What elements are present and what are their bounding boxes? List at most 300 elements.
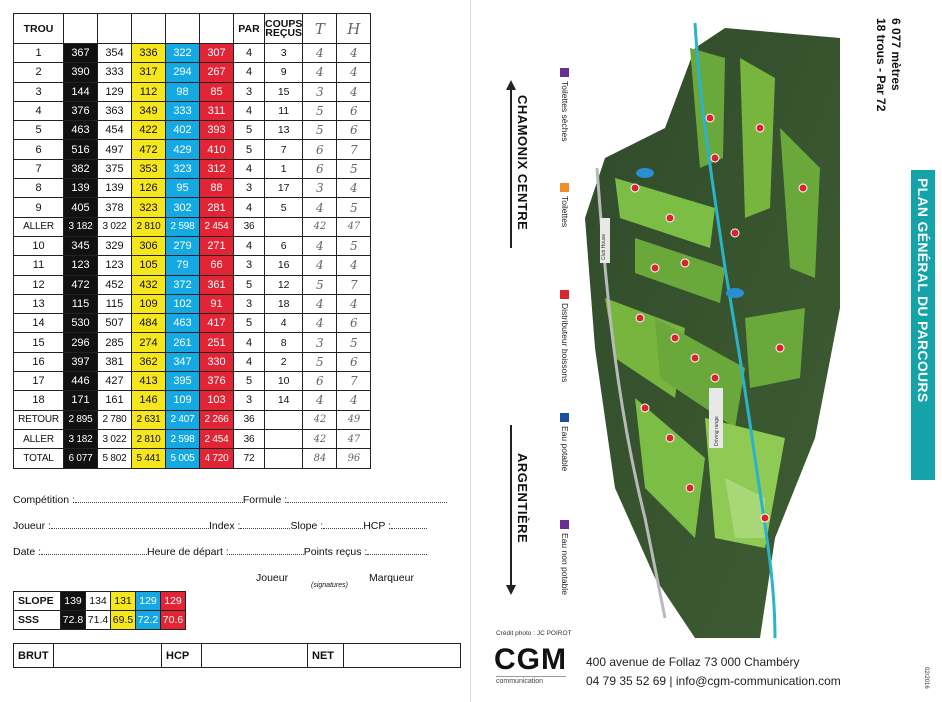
cell-black: 171	[64, 391, 98, 410]
cell-p2[interactable]: 5	[337, 198, 371, 217]
hole-row	[14, 352, 371, 371]
cell-trou: 13	[14, 294, 64, 313]
competition-label: Compétition :	[13, 494, 75, 506]
cell-white: 123	[98, 256, 132, 275]
cell-trou: 14	[14, 314, 64, 333]
cell-par: 4	[234, 236, 265, 255]
cell-coups: 7	[265, 140, 303, 159]
cell-yellow: 413	[132, 372, 166, 391]
legend-icon	[560, 520, 569, 529]
legend-icon	[560, 413, 569, 422]
cell-black: 139	[64, 179, 98, 198]
cell-p2[interactable]: 6	[337, 121, 371, 140]
cell-par: 3	[234, 179, 265, 198]
cell-trou: 6	[14, 140, 64, 159]
cell-black: 446	[64, 372, 98, 391]
cell-trou: ALLER	[14, 429, 64, 448]
hole-row	[14, 159, 371, 178]
brut-field[interactable]	[54, 644, 162, 668]
cell-yellow: 2 631	[132, 410, 166, 429]
legend-icon	[560, 183, 569, 192]
hole-row	[14, 140, 371, 159]
hole-flag-icon	[631, 184, 639, 192]
header-player-1: T	[303, 14, 337, 44]
cell-white: 139	[98, 179, 132, 198]
cell-yellow: 126	[132, 179, 166, 198]
cell-blue: 402	[166, 121, 200, 140]
header-coups-line2: REÇUS	[265, 26, 303, 39]
cell-trou: 1	[14, 44, 64, 63]
photo-credit: Crédit photo : JC POIROT	[496, 630, 572, 637]
company-logo: CGM	[494, 643, 567, 676]
cell-p2[interactable]: 7	[337, 140, 371, 159]
cell-p2[interactable]: 49	[337, 410, 371, 429]
slope-yellow: 131	[111, 592, 136, 611]
cell-trou: 18	[14, 391, 64, 410]
joueur-label: Joueur :	[13, 520, 51, 532]
cell-trou: 12	[14, 275, 64, 294]
cell-red: 2 454	[200, 217, 234, 236]
cell-p1[interactable]: 4	[303, 294, 337, 313]
cell-yellow: 105	[132, 256, 166, 275]
cell-white: 363	[98, 101, 132, 120]
cell-black: 144	[64, 82, 98, 101]
cell-p1[interactable]: 6	[303, 140, 337, 159]
cell-red: 85	[200, 82, 234, 101]
cell-red: 417	[200, 314, 234, 333]
cell-blue: 102	[166, 294, 200, 313]
index-field[interactable]	[240, 520, 290, 529]
cell-trou: 10	[14, 236, 64, 255]
cell-black: 3 182	[64, 429, 98, 448]
cell-p1[interactable]: 6	[303, 159, 337, 178]
cell-coups: 11	[265, 101, 303, 120]
hcp-field[interactable]	[391, 520, 427, 529]
cell-p2[interactable]: 4	[337, 179, 371, 198]
cell-p1[interactable]: 4	[303, 256, 337, 275]
cell-par: 4	[234, 44, 265, 63]
cell-par: 3	[234, 256, 265, 275]
cell-coups: 18	[265, 294, 303, 313]
cell-white: 161	[98, 391, 132, 410]
hole-flag-icon	[691, 354, 699, 362]
cell-red: 312	[200, 159, 234, 178]
cell-yellow: 112	[132, 82, 166, 101]
cell-blue: 333	[166, 101, 200, 120]
date-field[interactable]	[41, 546, 147, 555]
cell-par: 36	[234, 410, 265, 429]
cell-p2[interactable]: 7	[337, 275, 371, 294]
competition-field[interactable]	[75, 494, 243, 503]
cell-black: 390	[64, 63, 98, 82]
cell-blue: 322	[166, 44, 200, 63]
header-player-2: H	[337, 14, 371, 44]
cell-coups: 3	[265, 44, 303, 63]
cell-p1[interactable]: 4	[303, 63, 337, 82]
driving-range-label: Driving range	[714, 416, 720, 446]
hole-flag-icon	[641, 404, 649, 412]
hole-row	[14, 198, 371, 217]
cell-trou: RETOUR	[14, 410, 64, 429]
cell-white: 452	[98, 275, 132, 294]
slope-black: 139	[61, 592, 86, 611]
cell-coups	[265, 410, 303, 429]
hole-flag-icon	[731, 229, 739, 237]
legend-item	[560, 413, 570, 471]
legend-item	[560, 183, 570, 227]
cell-blue: 2 407	[166, 410, 200, 429]
legend-label: Toilettes sèches	[560, 81, 570, 142]
cell-p1[interactable]: 3	[303, 82, 337, 101]
cell-black: 296	[64, 333, 98, 352]
totals-table	[13, 643, 461, 668]
scorecard-header-row	[14, 14, 371, 44]
cell-trou: 4	[14, 101, 64, 120]
cell-coups: 13	[265, 121, 303, 140]
cell-p2[interactable]: 6	[337, 101, 371, 120]
cell-red: 393	[200, 121, 234, 140]
header-blue-tee	[166, 14, 200, 44]
cell-white: 285	[98, 333, 132, 352]
course-length: 6 077 mètres	[889, 18, 903, 91]
sss-yellow: 69.5	[111, 611, 136, 630]
cell-white: 329	[98, 236, 132, 255]
scorecard-page	[0, 0, 470, 702]
cell-coups: 15	[265, 82, 303, 101]
formule-field[interactable]	[287, 494, 447, 503]
cell-coups: 4	[265, 314, 303, 333]
cell-coups: 2	[265, 352, 303, 371]
header-white-tee	[98, 14, 132, 44]
cell-white: 333	[98, 63, 132, 82]
legend-label: Toilettes	[560, 196, 570, 228]
cell-yellow: 432	[132, 275, 166, 294]
cell-black: 382	[64, 159, 98, 178]
cell-par: 4	[234, 159, 265, 178]
cell-coups: 12	[265, 275, 303, 294]
cell-p1[interactable]: 3	[303, 333, 337, 352]
cell-coups: 17	[265, 179, 303, 198]
cell-yellow: 353	[132, 159, 166, 178]
side-code: 02/2016	[923, 667, 929, 689]
legend-icon	[560, 290, 569, 299]
hole-row	[14, 179, 371, 198]
cell-yellow: 2 810	[132, 429, 166, 448]
cell-blue: 395	[166, 372, 200, 391]
cell-blue: 109	[166, 391, 200, 410]
cell-p1[interactable]: 84	[303, 449, 337, 468]
form-line-date	[13, 546, 427, 558]
cell-blue: 279	[166, 236, 200, 255]
cell-blue: 294	[166, 63, 200, 82]
cell-red: 311	[200, 101, 234, 120]
cell-red: 410	[200, 140, 234, 159]
cell-black: 472	[64, 275, 98, 294]
cell-coups: 14	[265, 391, 303, 410]
cell-p2[interactable]: 5	[337, 333, 371, 352]
cell-black: 397	[64, 352, 98, 371]
cell-par: 4	[234, 352, 265, 371]
cell-black: 367	[64, 44, 98, 63]
hole-row	[14, 121, 371, 140]
header-trou: TROU	[14, 14, 64, 44]
legend-item	[560, 520, 570, 595]
cell-blue: 2 598	[166, 429, 200, 448]
cell-blue: 95	[166, 179, 200, 198]
net-field[interactable]	[344, 644, 461, 668]
cell-black: 3 182	[64, 217, 98, 236]
cell-p2[interactable]: 6	[337, 352, 371, 371]
cell-red: 91	[200, 294, 234, 313]
cell-coups	[265, 429, 303, 448]
cell-p2[interactable]: 96	[337, 449, 371, 468]
totals-row	[14, 644, 461, 668]
hole-flag-icon	[799, 184, 807, 192]
cell-p1[interactable]: 6	[303, 372, 337, 391]
cell-trou: 15	[14, 333, 64, 352]
cell-p1[interactable]: 4	[303, 314, 337, 333]
formule-label: Formule :	[242, 494, 288, 506]
cell-blue: 98	[166, 82, 200, 101]
legend-label: Eau non potable	[560, 533, 570, 595]
cell-blue: 463	[166, 314, 200, 333]
cell-p2[interactable]: 4	[337, 256, 371, 275]
cell-red: 2 454	[200, 429, 234, 448]
header-coups-recus	[265, 14, 303, 44]
sss-blue: 72.2	[136, 611, 161, 630]
slope-row	[14, 592, 186, 611]
hole-flag-icon	[636, 314, 644, 322]
cell-red: 376	[200, 372, 234, 391]
cell-par: 3	[234, 391, 265, 410]
cell-p1[interactable]: 5	[303, 275, 337, 294]
hole-row	[14, 44, 371, 63]
cell-par: 5	[234, 275, 265, 294]
company-address: 400 avenue de Follaz 73 000 Chambéry	[586, 655, 800, 669]
hole-flag-icon	[706, 114, 714, 122]
cell-blue: 261	[166, 333, 200, 352]
cell-red: 271	[200, 236, 234, 255]
header-black-tee	[64, 14, 98, 44]
hole-flag-icon	[756, 124, 764, 132]
cell-blue: 2 598	[166, 217, 200, 236]
cell-par: 5	[234, 140, 265, 159]
cell-p1[interactable]: 5	[303, 121, 337, 140]
signatures-caption: (signatures)	[311, 582, 348, 589]
course-holes-par: 18 trous - Par 72	[874, 18, 888, 112]
hole-row	[14, 63, 371, 82]
cell-coups: 1	[265, 159, 303, 178]
cell-black: 516	[64, 140, 98, 159]
cell-black: 2 895	[64, 410, 98, 429]
cell-black: 345	[64, 236, 98, 255]
hole-flag-icon	[681, 259, 689, 267]
cell-p1[interactable]: 5	[303, 101, 337, 120]
cell-blue: 347	[166, 352, 200, 371]
cell-blue: 302	[166, 198, 200, 217]
joueur-field[interactable]	[51, 520, 209, 529]
cell-white: 427	[98, 372, 132, 391]
cell-trou: 7	[14, 159, 64, 178]
hole-flag-icon	[666, 214, 674, 222]
header-coups-line1: COUPS	[265, 17, 303, 30]
hole-row	[14, 101, 371, 120]
cell-p1[interactable]: 42	[303, 217, 337, 236]
cell-p2[interactable]: 4	[337, 63, 371, 82]
hole-row	[14, 294, 371, 313]
cell-black: 463	[64, 121, 98, 140]
cell-p1[interactable]: 3	[303, 179, 337, 198]
cell-par: 3	[234, 294, 265, 313]
cell-p1[interactable]: 4	[303, 236, 337, 255]
cell-red: 2 266	[200, 410, 234, 429]
cell-p2[interactable]: 4	[337, 82, 371, 101]
cell-yellow: 422	[132, 121, 166, 140]
hole-flag-icon	[686, 484, 694, 492]
cell-trou: 9	[14, 198, 64, 217]
cell-black: 115	[64, 294, 98, 313]
cell-yellow: 472	[132, 140, 166, 159]
hole-row	[14, 333, 371, 352]
cell-trou: 5	[14, 121, 64, 140]
points-field[interactable]	[367, 546, 427, 555]
heure-label: Heure de départ :	[147, 546, 229, 558]
hole-flag-icon	[761, 514, 769, 522]
cell-p2[interactable]: 6	[337, 314, 371, 333]
cell-p2[interactable]: 5	[337, 159, 371, 178]
cell-red: 251	[200, 333, 234, 352]
cell-trou: 2	[14, 63, 64, 82]
cell-yellow: 109	[132, 294, 166, 313]
driving-range	[709, 388, 723, 448]
cell-par: 4	[234, 198, 265, 217]
cell-par: 36	[234, 217, 265, 236]
summary-row	[14, 449, 371, 468]
cell-p2[interactable]: 47	[337, 217, 371, 236]
slope-white: 134	[86, 592, 111, 611]
cell-p2[interactable]: 4	[337, 391, 371, 410]
cell-coups	[265, 449, 303, 468]
form-line-joueur	[13, 520, 427, 532]
cell-white: 129	[98, 82, 132, 101]
cell-white: 375	[98, 159, 132, 178]
cell-yellow: 2 810	[132, 217, 166, 236]
index-label: Index :	[208, 520, 241, 532]
hole-flag-icon	[711, 374, 719, 382]
cell-par: 4	[234, 63, 265, 82]
cell-p1[interactable]: 4	[303, 44, 337, 63]
cell-black: 6 077	[64, 449, 98, 468]
cell-p2[interactable]: 47	[337, 429, 371, 448]
legend-item	[560, 68, 570, 141]
cell-yellow: 5 441	[132, 449, 166, 468]
arrow-up-icon	[503, 80, 519, 250]
cell-yellow: 484	[132, 314, 166, 333]
cell-p1[interactable]: 5	[303, 352, 337, 371]
legend-item	[560, 290, 570, 382]
cell-coups	[265, 217, 303, 236]
cell-p1[interactable]: 4	[303, 198, 337, 217]
direction-chamonix: CHAMONIX CENTRE	[515, 95, 530, 231]
points-label: Points reçus :	[303, 546, 368, 558]
cell-black: 123	[64, 256, 98, 275]
cell-coups: 16	[265, 256, 303, 275]
sss-row	[14, 611, 186, 630]
slope-blue: 129	[136, 592, 161, 611]
cell-red: 103	[200, 391, 234, 410]
cell-red: 4 720	[200, 449, 234, 468]
cell-p1[interactable]: 42	[303, 429, 337, 448]
hole-flag-icon	[651, 264, 659, 272]
cell-p1[interactable]: 42	[303, 410, 337, 429]
cell-white: 378	[98, 198, 132, 217]
cell-blue: 5 005	[166, 449, 200, 468]
sig-marqueur: Marqueur	[369, 572, 414, 584]
cell-black: 530	[64, 314, 98, 333]
cell-red: 330	[200, 352, 234, 371]
course-map	[575, 18, 845, 638]
cell-yellow: 317	[132, 63, 166, 82]
cell-white: 497	[98, 140, 132, 159]
cell-yellow: 336	[132, 44, 166, 63]
summary-row	[14, 217, 371, 236]
hole-row	[14, 314, 371, 333]
cell-p2[interactable]: 4	[337, 44, 371, 63]
club-house-label: Club House	[601, 233, 607, 260]
cell-blue: 429	[166, 140, 200, 159]
cell-white: 354	[98, 44, 132, 63]
cell-p1[interactable]: 4	[303, 391, 337, 410]
cell-coups: 8	[265, 333, 303, 352]
cell-p2[interactable]: 4	[337, 294, 371, 313]
form-line-competition	[13, 494, 447, 506]
sig-joueur: Joueur	[256, 572, 289, 584]
cell-white: 454	[98, 121, 132, 140]
cell-red: 281	[200, 198, 234, 217]
cell-red: 361	[200, 275, 234, 294]
cell-white: 3 022	[98, 217, 132, 236]
cell-red: 307	[200, 44, 234, 63]
company-contact: 04 79 35 52 69 | info@cgm-communication.com	[586, 674, 841, 688]
slope-field[interactable]	[323, 520, 363, 529]
legend-label: Eau potable	[560, 426, 570, 472]
cell-red: 88	[200, 179, 234, 198]
hole-row	[14, 82, 371, 101]
hole-flag-icon	[776, 344, 784, 352]
summary-row	[14, 410, 371, 429]
cell-coups: 6	[265, 236, 303, 255]
cell-blue: 79	[166, 256, 200, 275]
cell-p2[interactable]: 7	[337, 372, 371, 391]
sss-row-label: SSS	[14, 611, 61, 630]
cell-par: 4	[234, 101, 265, 120]
legend-icon	[560, 68, 569, 77]
hole-row	[14, 256, 371, 275]
cell-red: 267	[200, 63, 234, 82]
heure-field[interactable]	[229, 546, 304, 555]
cell-trou: TOTAL	[14, 449, 64, 468]
cell-coups: 10	[265, 372, 303, 391]
hole-row	[14, 391, 371, 410]
hcp-total-field[interactable]	[202, 644, 308, 668]
hole-row	[14, 372, 371, 391]
club-house	[600, 218, 610, 263]
cell-coups: 5	[265, 198, 303, 217]
cell-p2[interactable]: 5	[337, 236, 371, 255]
cell-black: 405	[64, 198, 98, 217]
hole-flag-icon	[666, 434, 674, 442]
hcp-total-label: HCP	[162, 644, 202, 668]
